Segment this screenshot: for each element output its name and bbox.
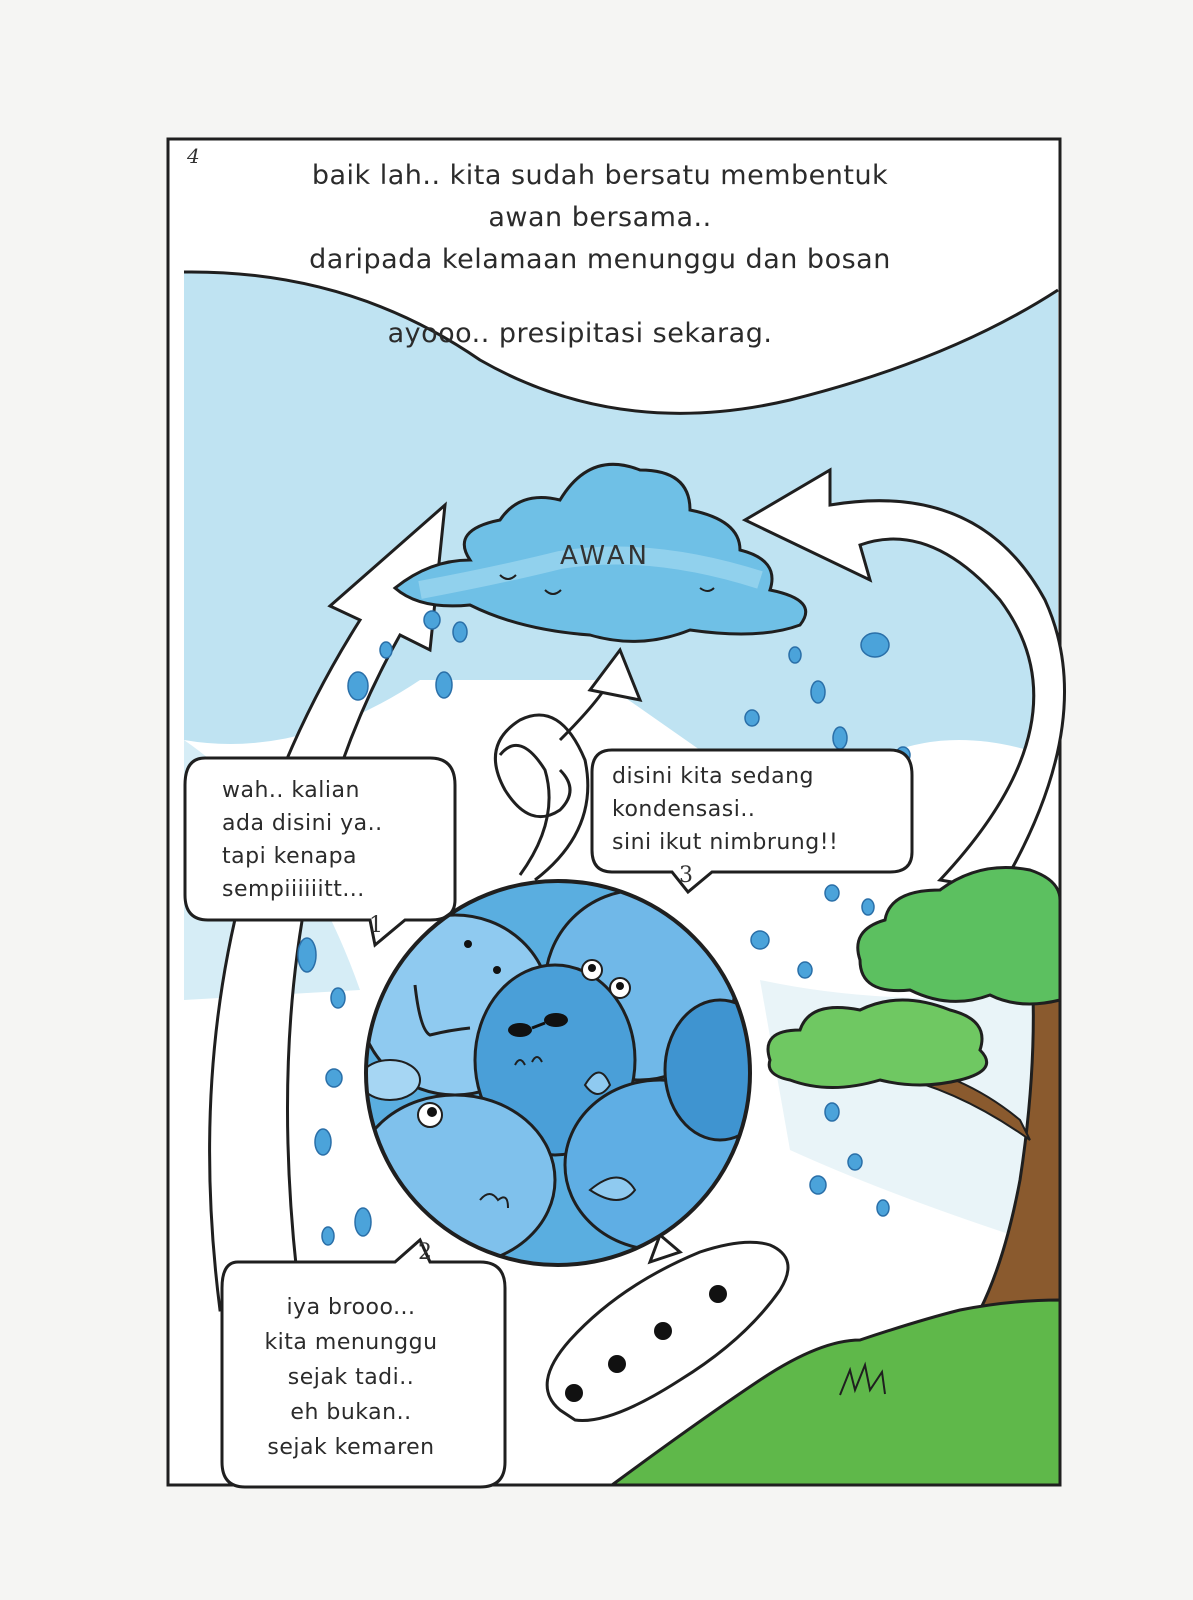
speech-bubble-3-number: 3: [679, 863, 693, 888]
ellipsis-dot: [608, 1355, 626, 1373]
ellipsis-dot: [709, 1285, 727, 1303]
speech-bubble-1-text: wah.. kalian ada disini ya.. tapi kenapa sempiiiiiitt...: [222, 778, 383, 902]
ellipsis-dot: [565, 1384, 583, 1402]
speech-bubble-2-text: iya brooo... kita menunggu sejak tadi.. eh bukan.. sejak kemaren: [264, 1295, 438, 1460]
speech-bubble-3-text: disini kita sedang kondensasi.. sini ikut nimbrung!!: [612, 764, 839, 855]
narration-caption-2: ayooo.. presipitasi sekarag.: [387, 318, 773, 349]
ellipsis-dot: [654, 1322, 672, 1340]
cloud-label: AWAN: [560, 541, 650, 571]
speech-bubble-1-number: 1: [369, 913, 383, 938]
narration-caption: baik lah.. kita sudah bersatu membentuk awan bersama.. daripada kelamaan menunggu dan bosan: [309, 160, 891, 275]
page-number: 4: [187, 144, 200, 168]
speech-bubble-2-number: 2: [418, 1240, 432, 1265]
